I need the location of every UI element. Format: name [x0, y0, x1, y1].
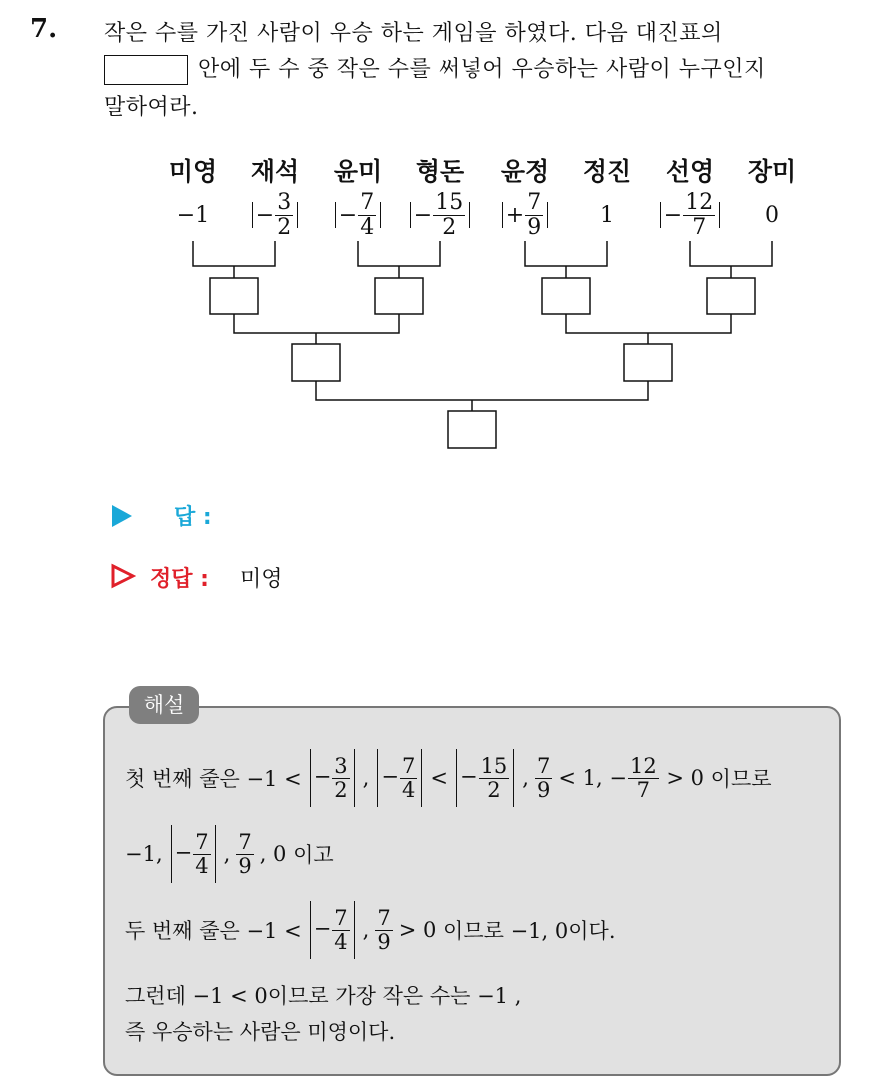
match-box-r2-2 [624, 344, 672, 381]
question-line-3: 말하여라. [104, 95, 199, 120]
player-value: − $\frac{12}{7}$ [645, 188, 735, 242]
explanation-line-1: 첫 번째 줄은 −1 < − $\frac{3}{2}$ , − $\frac{7}{4}$ < − $\frac{15}{2}$ , $\frac{7}{9}$ < 1, − $\frac{12}{7}$ > 0 이므로 [125, 746, 772, 810]
player-name: 선영 [665, 157, 715, 186]
bracket-line-r2-1 [234, 314, 399, 333]
player-value: − 1 [176, 202, 210, 228]
match-box-r1-4 [707, 278, 755, 314]
player-name: 윤정 [500, 157, 550, 186]
explanation-line-2-prefix: −1, [125, 842, 163, 866]
match-box-r1-3 [542, 278, 590, 314]
bracket-line-r1-1 [193, 241, 275, 266]
bracket-line-r1-3 [525, 241, 607, 266]
question-number: 7. [30, 14, 58, 44]
player-value: − $\frac{15}{2}$ [395, 188, 485, 242]
correct-answer-label: 정답 : [150, 567, 209, 592]
question-line-2: 안에 두 수 중 작은 수를 써넣어 우승하는 사람이 누구인지 [198, 57, 766, 82]
player-value: + $\frac{7}{9}$ [480, 188, 570, 242]
explanation-line-4: 그런데 −1 < 0이므로 가장 작은 수는 −1 , [125, 984, 522, 1008]
player-value: − $\frac{3}{2}$ [230, 188, 320, 242]
bracket-line-r2-2 [566, 314, 731, 333]
player-name: 장미 [747, 157, 797, 186]
explanation-line-1-prefix: 첫 번째 줄은 −1 < [125, 767, 302, 791]
match-box-r2-1 [292, 344, 340, 381]
explanation-line-3: 두 번째 줄은 −1 < − $\frac{7}{4}$ , $\frac{7}{9}$ > 0 이므로 −1, 0이다. [125, 898, 616, 962]
question-line-1: 작은 수를 가진 사람이 우승 하는 게임을 하였다. 다음 대진표의 [104, 21, 723, 46]
player-name: 정진 [582, 157, 632, 186]
player-value: 1 [600, 202, 614, 228]
bracket-line-final [316, 381, 648, 400]
player-name: 형돈 [415, 157, 465, 186]
explanation-tag: 해설 [129, 686, 199, 724]
explanation-line-1-suffix: 이므로 [710, 767, 772, 791]
correct-answer-value: 미영 [240, 567, 283, 592]
player-name: 미영 [168, 157, 218, 186]
answer-label: 답 : [174, 505, 212, 530]
correct-triangle-outline-icon [110, 563, 136, 589]
bracket-line-r1-4 [690, 241, 772, 266]
player-name: 재석 [250, 157, 300, 186]
answer-triangle-icon [112, 505, 132, 527]
match-box-final [448, 411, 496, 448]
explanation-line-2: −1, − $\frac{7}{4}$ , $\frac{7}{9}$ , 0 이고 [125, 822, 334, 886]
bracket-lines [0, 0, 884, 470]
player-value: 0 [765, 202, 779, 228]
player-name: 윤미 [333, 157, 383, 186]
player-value: − $\frac{7}{4}$ [313, 188, 403, 242]
match-box-r1-2 [375, 278, 423, 314]
bracket-line-r1-2 [358, 241, 440, 266]
match-box-r1-1 [210, 278, 258, 314]
explanation-line-3-suffix: 이므로 −1, 0이다. [443, 919, 616, 943]
explanation-line-5: 즉 우승하는 사람은 미영이다. [125, 1020, 396, 1044]
explanation-line-2-suffix: 이고 [293, 843, 334, 867]
explanation-line-3-prefix: 두 번째 줄은 −1 < [125, 919, 302, 943]
